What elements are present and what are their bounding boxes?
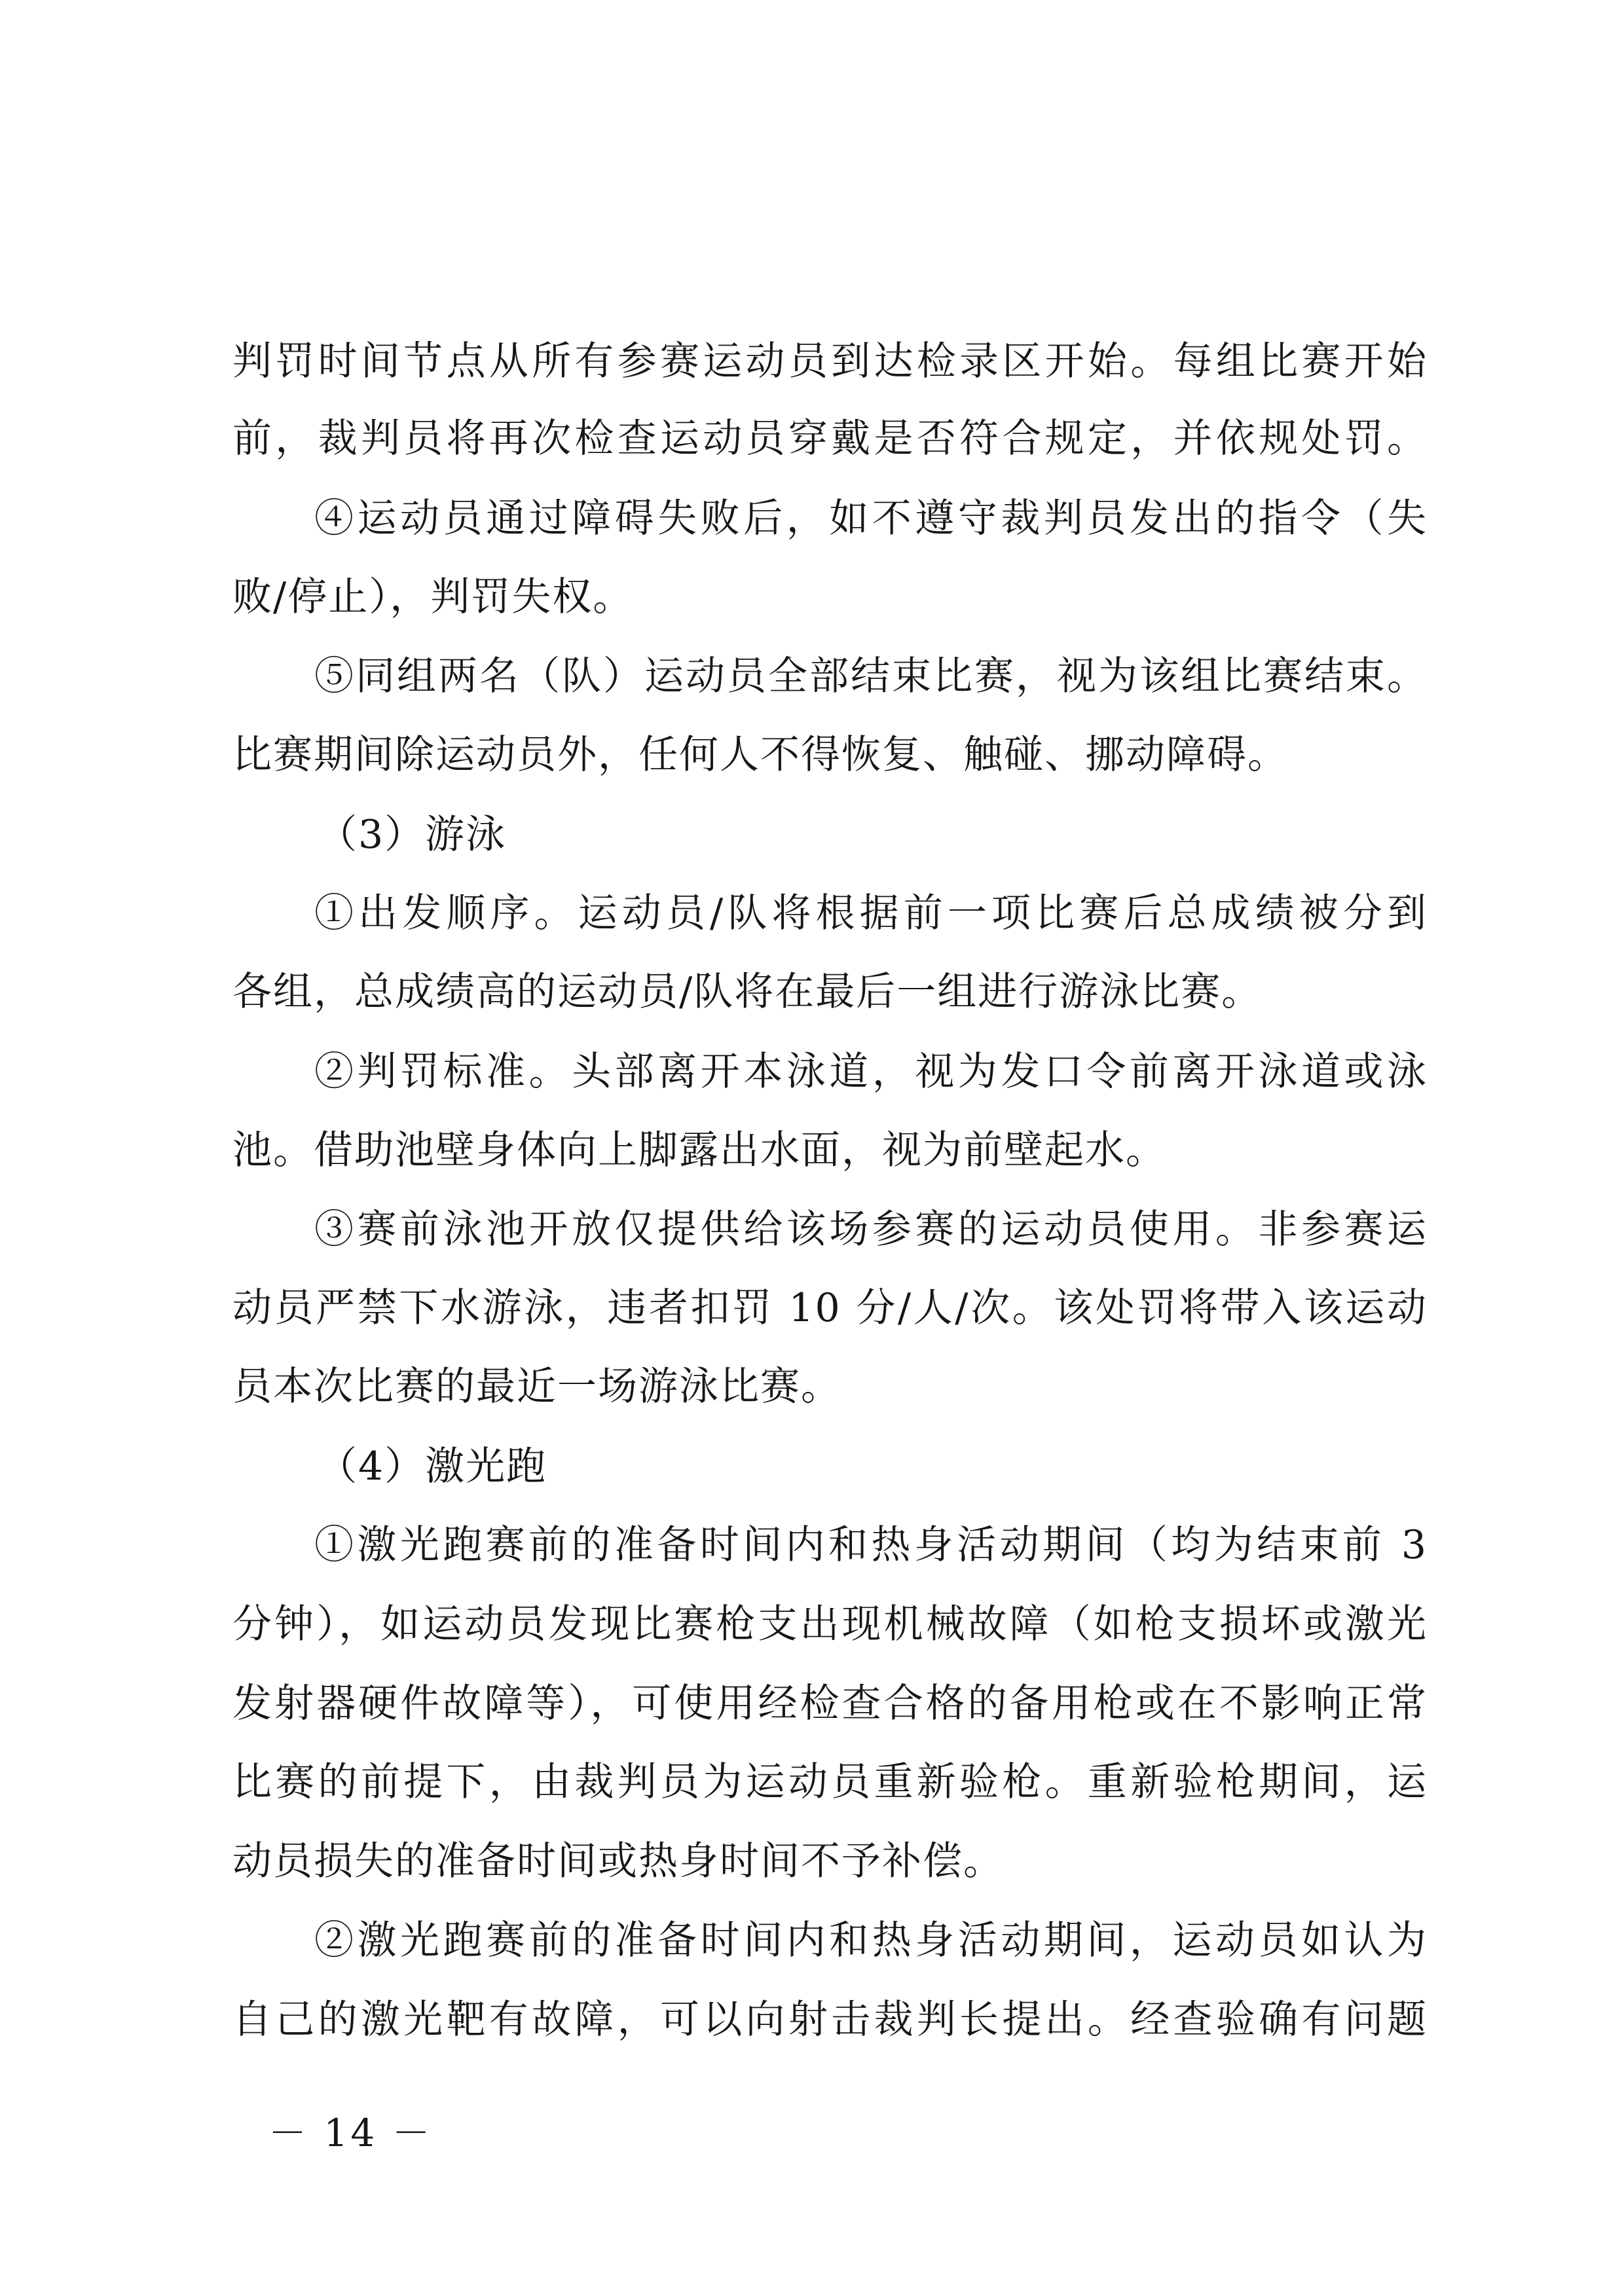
text-line: ③赛前泳池开放仅提供给该场参赛的运动员使用。非参赛运 (314, 1207, 1428, 1252)
text-line: 动员严禁下水游泳，违者扣罚 10 分/人/次。该处罚将带入该运动 (232, 1285, 1428, 1331)
text-line: 发射器硬件故障等），可使用经检查合格的备用枪或在不影响正常 (232, 1681, 1428, 1726)
text-line: ④运动员通过障碍失败后，如不遵守裁判员发出的指令（失 (314, 496, 1428, 541)
text-line: 比赛期间除运动员外，任何人不得恢复、触碰、挪动障碍。 (232, 732, 1288, 778)
text-line: ②判罚标准。头部离开本泳道，视为发口令前离开泳道或泳 (314, 1049, 1428, 1095)
text-line: 自己的激光靶有故障，可以向射击裁判长提出。经查验确有问题 (232, 1997, 1428, 2043)
text-line: 动员损失的准备时间或热身时间不予补偿。 (232, 1838, 1004, 1884)
text-line: 败/停止），判罚失权。 (232, 574, 634, 620)
text-line: ①激光跑赛前的准备时间内和热身活动期间（均为结束前 3 (314, 1522, 1428, 1568)
text-line: 分钟），如运动员发现比赛枪支出现机械故障（如枪支损坏或激光 (232, 1601, 1428, 1647)
section-heading: （4）激光跑 (318, 1444, 547, 1489)
section-heading: （3）游泳 (318, 812, 507, 858)
text-line: 判罚时间节点从所有参赛运动员到达检录区开始。每组比赛开始 (232, 338, 1428, 384)
page-number: － 14 － (268, 2111, 433, 2155)
text-line: ⑤同组两名（队）运动员全部结束比赛，视为该组比赛结束。 (314, 653, 1428, 699)
text-line: 前，裁判员将再次检查运动员穿戴是否符合规定，并依规处罚。 (232, 416, 1428, 462)
text-line: 员本次比赛的最近一场游泳比赛。 (232, 1364, 841, 1410)
text-line: 池。借助池壁身体向上脚露出水面，视为前壁起水。 (232, 1127, 1166, 1173)
text-line: 比赛的前提下，由裁判员为运动员重新验枪。重新验枪期间，运 (232, 1759, 1428, 1805)
text-line: ②激光跑赛前的准备时间内和热身活动期间，运动员如认为 (314, 1918, 1428, 1963)
text-line: ①出发顺序。运动员/队将根据前一项比赛后总成绩被分到 (314, 890, 1428, 936)
text-line: 各组，总成绩高的运动员/队将在最后一组进行游泳比赛。 (232, 969, 1263, 1015)
